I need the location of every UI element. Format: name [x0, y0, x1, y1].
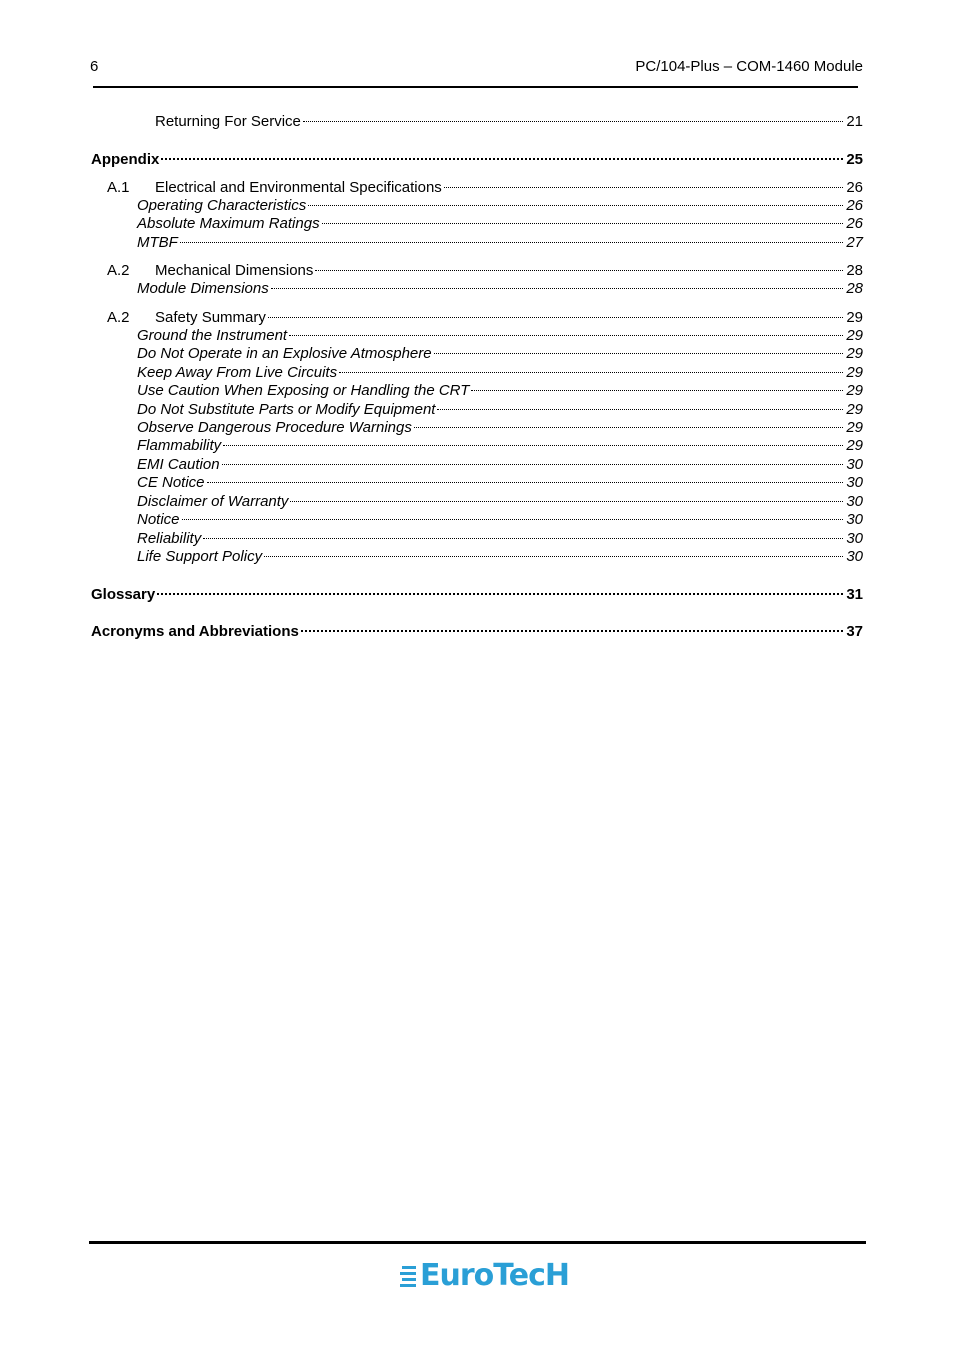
toc-entry-title: Acronyms and Abbreviations — [91, 623, 299, 640]
toc-entry[interactable] — [137, 234, 863, 252]
toc-entry[interactable] — [91, 623, 863, 641]
eurotech-logo — [400, 1258, 569, 1298]
toc-entry-page: 30 — [846, 511, 863, 528]
toc-entry-page: 30 — [846, 530, 863, 547]
toc-entry[interactable] — [137, 419, 863, 437]
toc-entry-title: Glossary — [91, 586, 156, 603]
toc-entry-page: 30 — [846, 456, 863, 473]
toc-entry[interactable] — [107, 262, 863, 280]
toc-entry-title: Observe Dangerous Procedure Warnings — [137, 419, 412, 436]
toc-entry-number: A.1 — [107, 179, 130, 196]
toc-entry[interactable] — [137, 493, 863, 511]
toc-dot-leader — [434, 352, 844, 354]
toc-dot-leader — [437, 408, 843, 410]
toc-entry-title: Mechanical Dimensions — [155, 262, 314, 279]
toc-entry-title: Absolute Maximum Ratings — [137, 215, 320, 232]
toc-dot-leader — [322, 222, 844, 224]
toc-entry-title: Safety Summary — [155, 309, 266, 326]
toc-entry-page: 37 — [846, 623, 863, 640]
logo-bars-icon — [400, 1266, 420, 1292]
toc-dot-leader — [223, 444, 843, 446]
toc-entry-title: Ground the Instrument — [137, 327, 288, 344]
toc-entry-number: A.2 — [107, 262, 130, 279]
toc-entry-page: 29 — [846, 419, 863, 436]
toc-dot-leader — [271, 287, 844, 289]
toc-entry[interactable] — [137, 456, 863, 474]
toc-dot-leader — [268, 316, 843, 318]
toc-entry-page: 29 — [846, 364, 863, 381]
toc-entry-title: Do Not Operate in an Explosive Atmosphere — [137, 345, 432, 362]
toc-entry[interactable] — [107, 113, 863, 131]
toc-entry-page: 30 — [846, 474, 863, 491]
footer-rule — [89, 1241, 866, 1244]
header-rule — [93, 86, 858, 88]
toc-dot-leader — [264, 555, 843, 557]
toc-dot-leader — [471, 389, 843, 391]
toc-entry[interactable] — [91, 151, 863, 169]
toc-entry-title: Do Not Substitute Parts or Modify Equipment — [137, 401, 436, 418]
toc-entry-title: Use Caution When Exposing or Handling the CRT — [137, 382, 470, 399]
toc-dot-leader — [207, 481, 844, 483]
toc-entry-page: 29 — [846, 437, 863, 454]
toc-dot-leader — [182, 518, 844, 520]
toc-dot-leader — [339, 371, 843, 373]
toc-entry-title: Operating Characteristics — [137, 197, 307, 214]
toc-entry[interactable] — [137, 437, 863, 455]
toc-dot-leader — [180, 241, 843, 243]
toc-entry-page: 30 — [846, 548, 863, 565]
toc-entry[interactable] — [137, 382, 863, 400]
toc-entry-page: 29 — [846, 382, 863, 399]
toc-dot-leader — [161, 157, 843, 160]
toc-entry[interactable] — [137, 215, 863, 233]
toc-entry-page: 30 — [846, 493, 863, 510]
toc-entry[interactable] — [137, 401, 863, 419]
toc-entry-title: CE Notice — [137, 474, 205, 491]
toc-dot-leader — [290, 500, 843, 502]
toc-entry[interactable] — [137, 511, 863, 529]
toc-entry[interactable] — [137, 548, 863, 566]
toc-entry-title: Flammability — [137, 437, 222, 454]
toc-entry-page: 29 — [846, 327, 863, 344]
toc-entry[interactable] — [137, 197, 863, 215]
toc-entry-page: 31 — [846, 586, 863, 603]
toc-entry-page: 26 — [846, 179, 863, 196]
toc-dot-leader — [308, 204, 843, 206]
toc-entry-title: MTBF — [137, 234, 178, 251]
toc-entry-page: 29 — [846, 401, 863, 418]
toc-entry-title: Notice — [137, 511, 180, 528]
toc-entry[interactable] — [137, 280, 863, 298]
toc-entry-page: 28 — [846, 280, 863, 297]
page-number: 6 — [90, 58, 99, 75]
toc-entry[interactable] — [107, 179, 863, 197]
toc-entry-title: Keep Away From Live Circuits — [137, 364, 338, 381]
document-title: PC/104-Plus – COM-1460 Module — [635, 58, 863, 75]
toc-entry-page: 27 — [846, 234, 863, 251]
toc-dot-leader — [222, 463, 844, 465]
toc-entry-page: 26 — [846, 215, 863, 232]
toc-entry-title: Appendix — [91, 151, 160, 168]
toc-entry-page: 21 — [846, 113, 863, 130]
logo-text: EuroTecH — [420, 1258, 569, 1293]
toc-entry-number: A.2 — [107, 309, 130, 326]
toc-entry-page: 29 — [846, 345, 863, 362]
toc-entry-title: Life Support Policy — [137, 548, 263, 565]
toc-entry-page: 29 — [846, 309, 863, 326]
toc-entry-title: Returning For Service — [155, 113, 301, 130]
toc-dot-leader — [444, 186, 844, 188]
toc-entry-title: Electrical and Environmental Specifications — [155, 179, 442, 196]
toc-dot-leader — [203, 537, 843, 539]
toc-entry-page: 25 — [846, 151, 863, 168]
toc-entry[interactable] — [137, 364, 863, 382]
toc-entry-title: Disclaimer of Warranty — [137, 493, 289, 510]
toc-dot-leader — [303, 120, 843, 122]
toc-dot-leader — [315, 269, 843, 271]
toc-dot-leader — [301, 629, 843, 632]
toc-entry-title: Reliability — [137, 530, 202, 547]
toc-dot-leader — [414, 426, 843, 428]
toc-dot-leader — [289, 334, 843, 336]
toc-entry[interactable] — [137, 474, 863, 492]
toc-entry-page: 26 — [846, 197, 863, 214]
toc-entry-title: Module Dimensions — [137, 280, 269, 297]
toc-entry[interactable] — [137, 530, 863, 548]
toc-entry[interactable] — [107, 309, 863, 327]
toc-entry[interactable] — [91, 586, 863, 604]
toc-entry[interactable] — [137, 327, 863, 345]
toc-entry-page: 28 — [846, 262, 863, 279]
toc-entry-title: EMI Caution — [137, 456, 220, 473]
toc-entry[interactable] — [137, 345, 863, 363]
toc-dot-leader — [157, 592, 843, 595]
